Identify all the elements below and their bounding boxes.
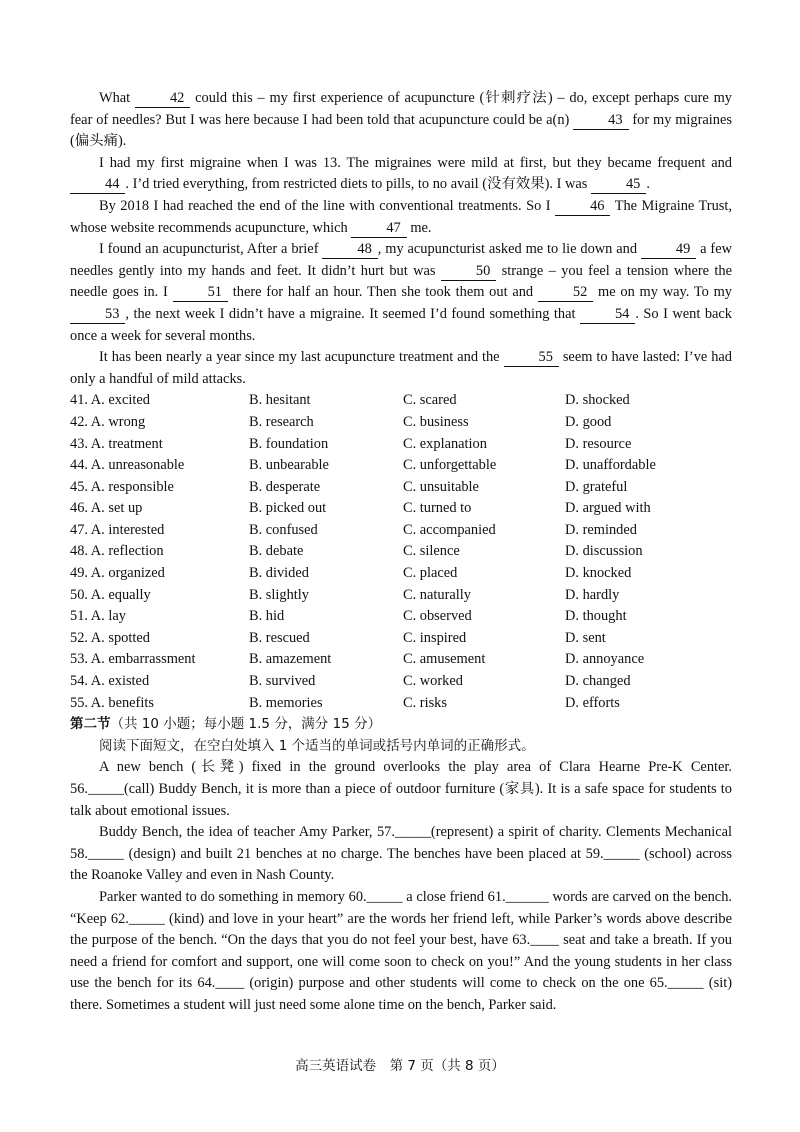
option-a: 50. A. equally [70, 586, 151, 603]
option-c: C. business [403, 413, 469, 430]
option-c: C. worked [403, 673, 463, 690]
option-row-53 [70, 649, 732, 671]
option-d: D. hardly [565, 586, 620, 603]
option-b: B. amazement [249, 651, 332, 668]
option-d: D. argued with [565, 500, 651, 517]
blank-49: 49 [641, 241, 696, 259]
options-list [70, 390, 732, 714]
option-b: B. confused [249, 521, 318, 538]
option-row-42 [70, 412, 732, 434]
option-a: 43. A. treatment [70, 435, 163, 452]
option-d: D. shocked [565, 392, 630, 409]
section-2-paragraph-1: A new bench (长凳) fixed in the ground overlooks the play area of Clara Hearne Pre-K Center. 56._____(call) Buddy Bench, it is more than a piece of outdoor furniture (家具). It is a safe space for students to talk about emotional issues. [70, 759, 732, 819]
blank-43: 43 [573, 112, 628, 130]
option-b: B. rescued [249, 629, 310, 646]
section-2-heading [70, 714, 732, 736]
option-row-43 [70, 434, 732, 456]
option-b: B. slightly [249, 586, 309, 603]
option-row-48 [70, 541, 732, 563]
blank-53: 53 [70, 306, 125, 324]
exam-page [70, 88, 732, 1017]
option-row-51 [70, 606, 732, 628]
passage-paragraph-5: It has been nearly a year since my last acupuncture treatment and the 55 seem to have lasted: I’ve had only a handful of mild attacks. [70, 349, 733, 387]
option-row-41 [70, 390, 732, 412]
option-c: C. placed [403, 565, 458, 582]
option-d: D. thought [565, 608, 627, 625]
option-b: B. picked out [249, 500, 327, 517]
option-d: D. discussion [565, 543, 643, 560]
option-a: 45. A. responsible [70, 478, 174, 495]
option-a: 55. A. benefits [70, 694, 154, 711]
option-b: B. hesitant [249, 392, 311, 409]
option-a: 41. A. excited [70, 392, 150, 409]
blank-42: 42 [135, 90, 190, 108]
option-b: B. debate [249, 543, 304, 560]
option-c: C. silence [403, 543, 460, 560]
option-a: 42. A. wrong [70, 413, 146, 430]
blank-46: 46 [555, 198, 610, 216]
option-row-49 [70, 563, 732, 585]
blank-54: 54 [580, 306, 635, 324]
passage-paragraph-2: I had my first migraine when I was 13. The migraines were mild at first, but they became frequent and 44 . I’d tried everything, from restricted diets to pills, to no avail (没有效果). I was 45 . [70, 153, 732, 196]
option-a: 48. A. reflection [70, 543, 164, 560]
option-c: C. explanation [403, 435, 487, 452]
section-2-paragraph-3: Parker wanted to do something in memory 60._____ a close friend 61.______ words are carved on the bench. “Keep 62._____ (kind) and love in your heart” are the words her friend left, while Parker’s words above describe the purpose of the bench. “On the days that you do not feel your best, have 63.____ seat and take a breath. If you need a friend for comfort and support, one will come soon to check on you!” And the young students in her class use the bench for its 64.____ (origin) purpose and other students will come to check on the one 65._____ (sit) there. Sometimes a student will just need some alone time on the bench, Parker said. [70, 888, 732, 1013]
option-row-44 [70, 455, 732, 477]
option-b: B. memories [249, 694, 323, 711]
option-d: D. knocked [565, 565, 632, 582]
option-row-45 [70, 477, 732, 499]
option-c: C. unsuitable [403, 478, 479, 495]
section-2-instruction: 阅读下面短文，在空白处填入 1 个适当的单词或括号内单词的正确形式。 [99, 737, 535, 754]
section-2-title: 第二节 [70, 716, 111, 733]
option-c: C. observed [403, 608, 472, 625]
option-b: B. unbearable [249, 457, 329, 474]
blank-51: 51 [173, 284, 228, 302]
option-c: C. risks [403, 694, 447, 711]
option-a: 44. A. unreasonable [70, 457, 185, 474]
option-d: D. efforts [565, 694, 620, 711]
option-row-50 [70, 585, 732, 607]
blank-45: 45 [591, 176, 646, 194]
option-a: 53. A. embarrassment [70, 651, 196, 668]
page-footer: 高三英语试卷 第 7 页（共 8 页） [295, 1058, 505, 1074]
option-a: 49. A. organized [70, 565, 165, 582]
passage-paragraph-4: I found an acupuncturist, After a brief 48 , my acupuncturist asked me to lie down and 49 a few needles gently into my hands and feet. It didn’t hurt but was 50 strange – you feel a tension where the needle goes in. I 51 there for half an hour. Then she took them out and 52 me on my way. To my 53 , the next week I didn’t have a migraine. It seemed I’d found something that 54 . So I went back once a week for several months. [70, 241, 733, 344]
option-row-47 [70, 520, 732, 542]
option-d: D. reminded [565, 521, 637, 538]
option-a: 46. A. set up [70, 500, 143, 517]
option-a: 54. A. existed [70, 673, 150, 690]
option-c: C. scared [403, 392, 457, 409]
option-a: 52. A. spotted [70, 629, 150, 646]
passage-paragraph-3: By 2018 I had reached the end of the line with conventional treatments. So I 46 The Migraine Trust, whose website recommends acupuncture, which 47 me. [70, 197, 732, 236]
option-row-55 [70, 693, 732, 715]
option-d: D. changed [565, 673, 631, 690]
option-d: D. grateful [565, 478, 628, 495]
option-row-52 [70, 628, 732, 650]
option-c: C. naturally [403, 586, 471, 603]
option-d: D. unaffordable [565, 457, 656, 474]
option-d: D. good [565, 413, 612, 430]
blank-48: 48 [322, 241, 377, 259]
blank-44: 44 [70, 176, 125, 194]
option-row-46 [70, 498, 732, 520]
option-b: B. foundation [249, 435, 329, 452]
option-c: C. amusement [403, 651, 486, 668]
option-b: B. research [249, 413, 314, 430]
option-c: C. accompanied [403, 521, 496, 538]
option-b: B. survived [249, 673, 316, 690]
option-d: D. annoyance [565, 651, 645, 668]
section-2-paragraph-2: Buddy Bench, the idea of teacher Amy Parker, 57._____(represent) a spirit of charity. Clements Mechanical 58._____ (design) and built 21 benches at no charge. The benches have been placed at 59._____ (school) across the Roanoke Valley and even in Nash County. [70, 824, 732, 884]
option-c: C. inspired [403, 629, 467, 646]
option-a: 47. A. interested [70, 521, 165, 538]
option-row-54 [70, 671, 732, 693]
option-b: B. desperate [249, 478, 321, 495]
option-d: D. sent [565, 629, 606, 646]
option-a: 51. A. lay [70, 608, 126, 625]
option-d: D. resource [565, 435, 632, 452]
option-b: B. divided [249, 565, 309, 582]
blank-47: 47 [351, 220, 406, 238]
option-c: C. turned to [403, 500, 472, 517]
blank-52: 52 [538, 284, 593, 302]
blank-55: 55 [504, 349, 559, 367]
section-2-note: （共 10 小题；每小题 1.5 分，满分 15 分） [110, 716, 382, 733]
passage-paragraph-1: What 42 could this – my first experience of acupuncture (针刺疗法) – do, except perhaps cure my fear of needles? But I was here because I had been told that acupuncture could be a(n) 43 for my migraines (偏头痛). [70, 90, 732, 150]
blank-50: 50 [441, 263, 496, 281]
option-b: B. hid [249, 608, 285, 625]
option-c: C. unforgettable [403, 457, 497, 474]
